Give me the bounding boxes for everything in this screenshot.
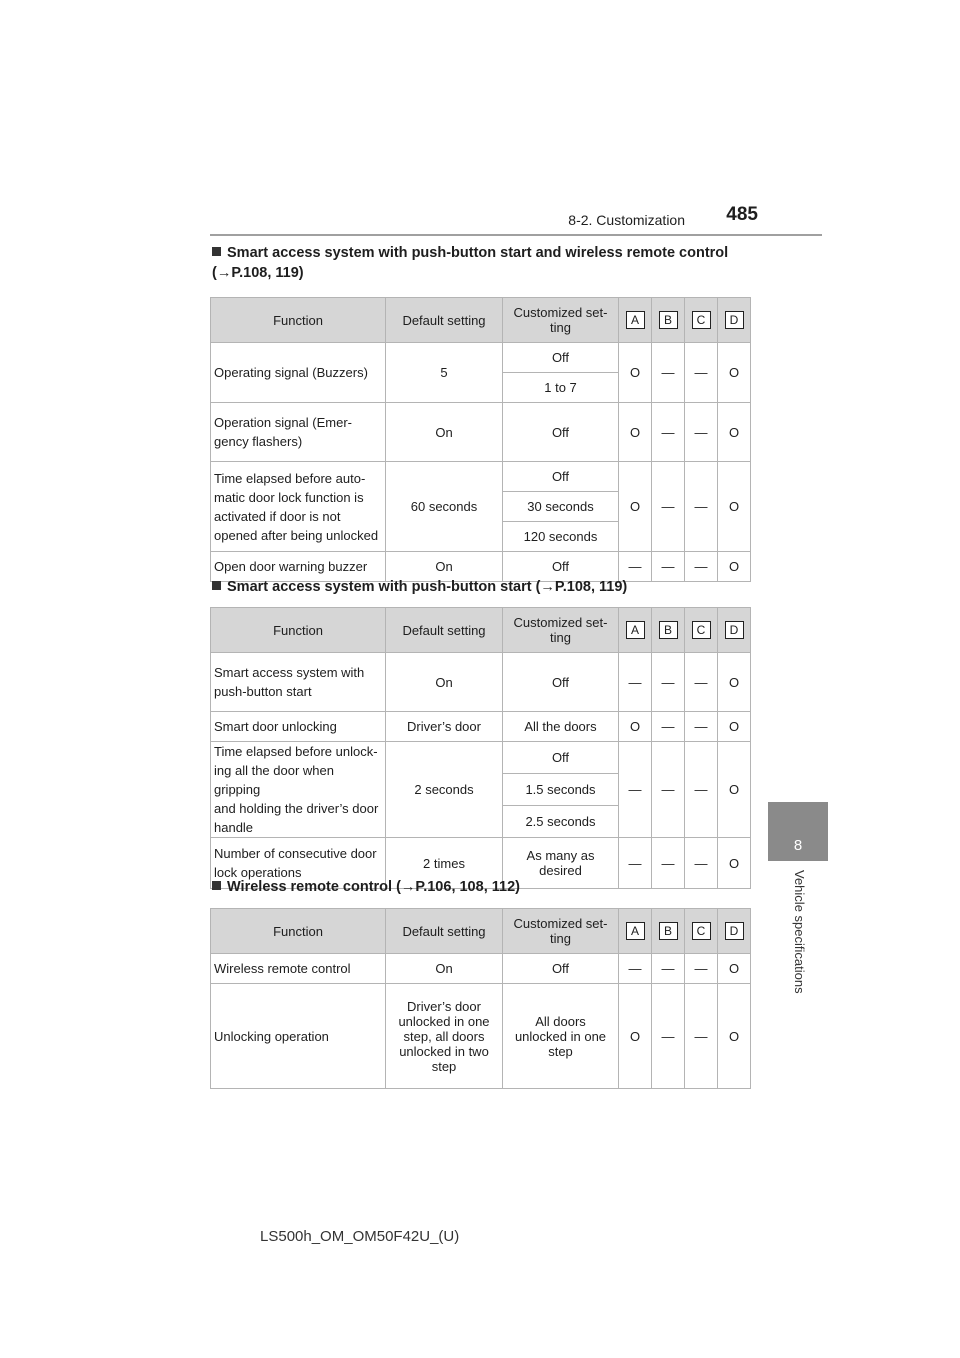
- customized-setting-cell: As many as desired: [503, 838, 619, 889]
- default-setting-cell: 2 seconds: [386, 742, 503, 838]
- customized-setting-cell: Off: [503, 403, 619, 462]
- mark-cell-c: —: [685, 984, 718, 1089]
- column-header-default: Default setting: [386, 298, 503, 343]
- function-cell: Open door warning buzzer: [211, 552, 386, 582]
- mark-cell-a: O: [619, 712, 652, 742]
- customized-setting-cell: 2.5 seconds: [503, 806, 619, 838]
- mark-cell-c: —: [685, 462, 718, 552]
- customized-setting-cell: 1 to 7: [503, 373, 619, 403]
- mark-cell-c: —: [685, 343, 718, 403]
- column-header-function: Function: [211, 608, 386, 653]
- letter-box: B: [659, 311, 678, 329]
- column-header-a: [619, 298, 652, 343]
- section-name: 8-2. Customization: [568, 212, 685, 228]
- mark-cell-b: —: [652, 954, 685, 984]
- letter-box: D: [725, 311, 744, 329]
- column-header-c: [685, 608, 718, 653]
- customized-setting-cell: Off: [503, 343, 619, 373]
- default-setting-cell: Driver’s door unlocked in one step, all doors unlocked in two step: [386, 984, 503, 1089]
- square-bullet-icon: [212, 247, 221, 256]
- column-header-default: Default setting: [386, 909, 503, 954]
- section-title: [212, 577, 627, 597]
- chapter-label: Vehicle specifications: [792, 870, 807, 994]
- mark-cell-b: —: [652, 653, 685, 712]
- mark-cell-b: —: [652, 712, 685, 742]
- table-row: [211, 712, 751, 742]
- table-row: [211, 954, 751, 984]
- mark-cell-c: —: [685, 838, 718, 889]
- letter-box: B: [659, 621, 678, 639]
- mark-cell-a: —: [619, 552, 652, 582]
- customization-table: [210, 297, 751, 582]
- mark-cell-a: —: [619, 742, 652, 838]
- page-number: 485: [726, 204, 758, 225]
- customized-setting-cell: 120 seconds: [503, 522, 619, 552]
- function-cell: Smart door unlocking: [211, 712, 386, 742]
- mark-cell-a: —: [619, 838, 652, 889]
- footer-code: LS500h_OM_OM50F42U_(U): [260, 1228, 460, 1245]
- function-cell: Wireless remote control: [211, 954, 386, 984]
- mark-cell-b: —: [652, 462, 685, 552]
- mark-cell-a: O: [619, 984, 652, 1089]
- customized-setting-cell: All the doors: [503, 712, 619, 742]
- function-cell: Number of consecutive door lock operations: [211, 838, 386, 889]
- mark-cell-d: O: [718, 552, 751, 582]
- page-header: [210, 198, 822, 236]
- mark-cell-d: O: [718, 462, 751, 552]
- letter-box: A: [626, 621, 645, 639]
- chapter-tab: 8: [768, 802, 828, 861]
- letter-box: C: [692, 922, 711, 940]
- table-header-row: [211, 909, 751, 954]
- section-title-text: Smart access system with push-button start (→P.108, 119): [227, 579, 628, 595]
- mark-cell-d: O: [718, 712, 751, 742]
- mark-cell-c: —: [685, 653, 718, 712]
- mark-cell-b: —: [652, 343, 685, 403]
- customized-setting-cell: Off: [503, 552, 619, 582]
- column-header-d: [718, 608, 751, 653]
- mark-cell-b: —: [652, 984, 685, 1089]
- default-setting-cell: On: [386, 552, 503, 582]
- function-cell: Time elapsed before auto- matic door lock function is activated if door is not opened after being unlocked: [211, 462, 386, 552]
- column-header-b: [652, 608, 685, 653]
- default-setting-cell: 60 seconds: [386, 462, 503, 552]
- column-header-b: [652, 298, 685, 343]
- letter-box: D: [725, 922, 744, 940]
- column-header-default: Default setting: [386, 608, 503, 653]
- table-header-row: [211, 608, 751, 653]
- column-header-a: [619, 608, 652, 653]
- square-bullet-icon: [212, 881, 221, 890]
- table-row: [211, 742, 751, 774]
- mark-cell-d: O: [718, 954, 751, 984]
- section-title-text: Wireless remote control (→P.106, 108, 112): [227, 879, 520, 895]
- mark-cell-d: O: [718, 742, 751, 838]
- column-header-function: Function: [211, 909, 386, 954]
- column-header-a: [619, 909, 652, 954]
- default-setting-cell: Driver’s door: [386, 712, 503, 742]
- mark-cell-a: —: [619, 954, 652, 984]
- table-row: [211, 403, 751, 462]
- mark-cell-d: O: [718, 984, 751, 1089]
- customized-setting-cell: Off: [503, 954, 619, 984]
- letter-box: B: [659, 922, 678, 940]
- column-header-c: [685, 909, 718, 954]
- default-setting-cell: On: [386, 653, 503, 712]
- letter-box: C: [692, 311, 711, 329]
- column-header-c: [685, 298, 718, 343]
- default-setting-cell: On: [386, 954, 503, 984]
- section-title: [212, 243, 728, 283]
- mark-cell-c: —: [685, 552, 718, 582]
- letter-box: A: [626, 311, 645, 329]
- table-row: [211, 984, 751, 1089]
- table-header-row: [211, 298, 751, 343]
- customization-table: [210, 908, 751, 1089]
- mark-cell-b: —: [652, 552, 685, 582]
- mark-cell-c: —: [685, 954, 718, 984]
- mark-cell-b: —: [652, 838, 685, 889]
- mark-cell-a: —: [619, 653, 652, 712]
- mark-cell-c: —: [685, 712, 718, 742]
- customized-setting-cell: Off: [503, 653, 619, 712]
- default-setting-cell: 2 times: [386, 838, 503, 889]
- mark-cell-a: O: [619, 343, 652, 403]
- function-cell: Operation signal (Emer- gency flashers): [211, 403, 386, 462]
- customized-setting-cell: Off: [503, 462, 619, 492]
- mark-cell-d: O: [718, 653, 751, 712]
- column-header-d: [718, 298, 751, 343]
- customized-setting-cell: Off: [503, 742, 619, 774]
- table-row: [211, 462, 751, 492]
- square-bullet-icon: [212, 581, 221, 590]
- column-header-customized: Customized set- ting: [503, 909, 619, 954]
- letter-box: A: [626, 922, 645, 940]
- customized-setting-cell: 1.5 seconds: [503, 774, 619, 806]
- mark-cell-c: —: [685, 742, 718, 838]
- mark-cell-a: O: [619, 403, 652, 462]
- letter-box: C: [692, 621, 711, 639]
- section-title: [212, 877, 520, 897]
- table-row: [211, 653, 751, 712]
- mark-cell-d: O: [718, 838, 751, 889]
- customized-setting-cell: All doors unlocked in one step: [503, 984, 619, 1089]
- function-cell: Unlocking operation: [211, 984, 386, 1089]
- mark-cell-a: O: [619, 462, 652, 552]
- column-header-b: [652, 909, 685, 954]
- default-setting-cell: 5: [386, 343, 503, 403]
- customized-setting-cell: 30 seconds: [503, 492, 619, 522]
- function-cell: Smart access system with push-button start: [211, 653, 386, 712]
- letter-box: D: [725, 621, 744, 639]
- column-header-customized: Customized set- ting: [503, 608, 619, 653]
- mark-cell-c: —: [685, 403, 718, 462]
- table-row: [211, 343, 751, 373]
- customization-table: [210, 607, 751, 889]
- default-setting-cell: On: [386, 403, 503, 462]
- column-header-d: [718, 909, 751, 954]
- mark-cell-d: O: [718, 343, 751, 403]
- mark-cell-b: —: [652, 742, 685, 838]
- column-header-customized: Customized set- ting: [503, 298, 619, 343]
- function-cell: Operating signal (Buzzers): [211, 343, 386, 403]
- mark-cell-b: —: [652, 403, 685, 462]
- column-header-function: Function: [211, 298, 386, 343]
- function-cell: Time elapsed before unlock- ing all the door when gripping and holding the driver’s door handle: [211, 742, 386, 838]
- mark-cell-d: O: [718, 403, 751, 462]
- section-title-text: Smart access system with push-button start and wireless remote control (→P.108, 119): [212, 245, 729, 281]
